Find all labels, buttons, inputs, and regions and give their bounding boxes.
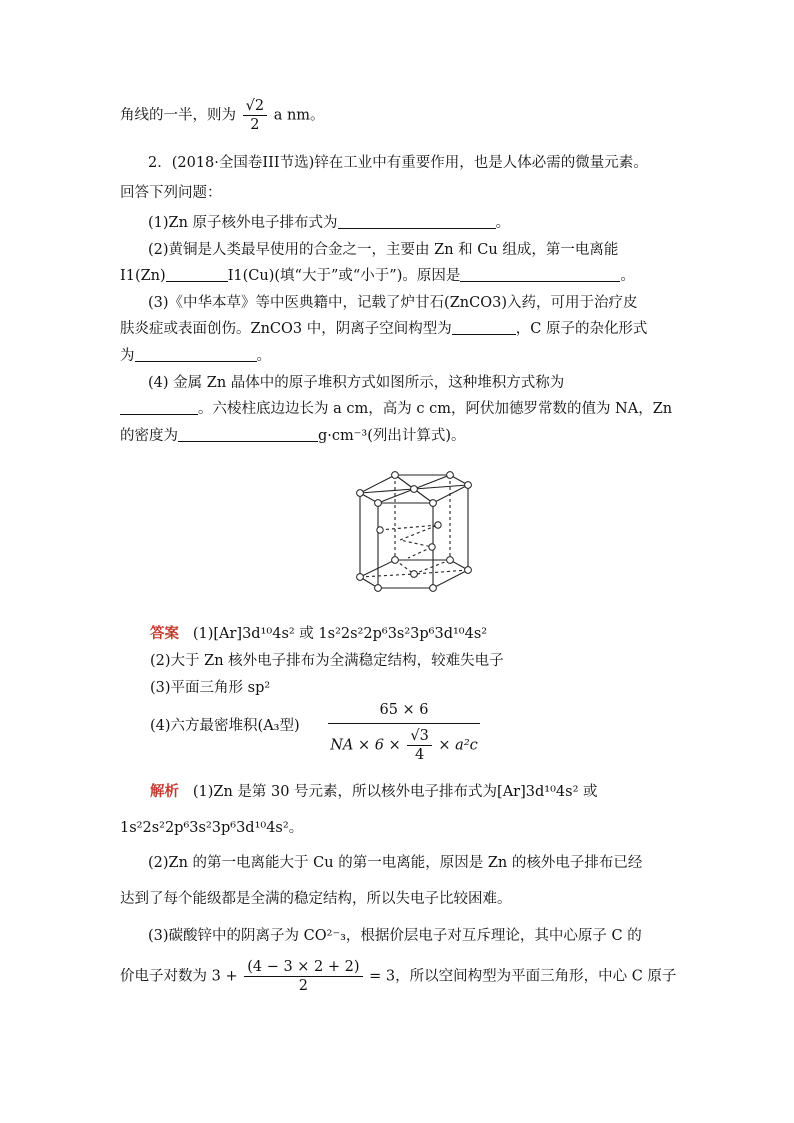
denominator-part-a: NA × 6 × [330, 737, 401, 754]
q3-text-b: ，C 原子的杂化形式 [515, 321, 648, 337]
question-3-line-3 [120, 346, 271, 366]
q3-end: 。 [256, 348, 271, 364]
hexagonal-close-packed-crystal-icon [340, 455, 488, 615]
fraction-denominator: 2 [250, 117, 260, 133]
intro-fraction [243, 97, 267, 134]
analysis-line-6 [120, 958, 676, 995]
answer-4-formula [328, 700, 480, 764]
fraction-numerator: √2 [243, 97, 267, 116]
intro-line [120, 97, 325, 134]
answer-blank [338, 213, 496, 229]
analysis-line-5: (3)碳酸锌中的阴离子为 CO²⁻₃，根据价层电子对互斥理论，其中心原子 C 的 [148, 928, 642, 944]
analysis-fraction [244, 958, 362, 995]
fraction-denominator: 4 [414, 747, 425, 763]
analysis-text-b: = 3，所以空间构型为平面三角形，中心 C 原子 [369, 968, 677, 985]
analysis-line-4: 达到了每个能级都是全满的稳定结构，所以失电子比较困难。 [120, 891, 512, 907]
q1-end: 。 [495, 215, 511, 231]
q4-text-a: 。六棱柱底边边长为 a cm，高为 c cm，阿伏加德罗常数的值为 NA，Zn [198, 401, 673, 417]
answer-blank [135, 346, 257, 362]
formula-numerator: 65 × 6 [328, 700, 480, 724]
question-4-line-1: (4) 金属 Zn 晶体中的原子堆积方式如图所示，这种堆积方式称为 [148, 375, 565, 391]
fraction-denominator: 2 [298, 978, 308, 994]
analysis-line-2: 1s²2s²2p⁶3s²3p⁶3d¹⁰4s²。 [120, 820, 304, 836]
analysis-text: (1)Zn 是第 30 号元素，所以核外电子排布式为[Ar]3d¹⁰4s² 或 [192, 784, 598, 800]
analysis-text-a: 价电子对数为 3 + [120, 968, 238, 985]
question-4-line-3 [120, 426, 466, 446]
question-prompt: 回答下列问题： [120, 185, 222, 201]
answer-blank [178, 426, 318, 442]
analysis-line-3: (2)Zn 的第一电离能大于 Cu 的第一电离能，原因是 Zn 的核外电子排布已经 [148, 855, 643, 871]
q2-text-a: I1(Zn) [120, 268, 166, 284]
intro-text-end: a nm。 [273, 107, 325, 124]
q4-text-b: 的密度为 [120, 428, 178, 444]
analysis-label: 解析 [150, 783, 179, 800]
analysis-line-1 [150, 782, 598, 802]
q3-text-c: 为 [120, 348, 135, 364]
answer-1: (1)[Ar]3d¹⁰4s² 或 1s²2s²2p⁶3s²3p⁶3d¹⁰4s² [192, 626, 488, 642]
question-2-line-1: (2)黄铜是人类最早使用的合金之一，主要由 Zn 和 Cu 组成，第一电离能 [148, 242, 619, 258]
intro-text: 角线的一半，则为 [120, 107, 236, 124]
q4-text-c: g·cm⁻³(列出计算式)。 [318, 428, 466, 444]
question-2-line-2 [120, 266, 635, 286]
q2-text-b: I1(Cu)(填“大于”或“小于”)。原因是 [227, 268, 461, 284]
q3-text-a: 肤炎症或表面创伤。ZnCO3 中，阴离子空间构型为 [120, 321, 452, 337]
question-4-line-2 [120, 399, 672, 419]
denominator-part-b: × a²c [438, 737, 478, 754]
answer-blank [452, 319, 516, 335]
question-header: 2．(2018·全国卷III节选)锌在工业中有重要作用，也是人体必需的微量元素。 [148, 155, 648, 171]
q1-text: (1)Zn 原子核外电子排布式为 [148, 215, 338, 231]
answer-line-4: (4)六方最密堆积(A₃型) [150, 718, 300, 734]
answer-line-1 [150, 624, 487, 644]
q2-end: 。 [620, 268, 635, 284]
fraction-numerator: (4 − 3 × 2 + 2) [244, 958, 362, 977]
answer-label: 答案 [150, 625, 179, 642]
formula-denominator [328, 724, 480, 764]
question-1 [148, 213, 510, 233]
answer-blank [166, 266, 228, 282]
answer-line-2: (2)大于 Zn 核外电子排布为全满稳定结构，较难失电子 [150, 653, 504, 669]
answer-blank [120, 399, 198, 415]
fraction-numerator: √3 [407, 727, 431, 746]
answer-line-3: (3)平面三角形 sp² [150, 680, 271, 696]
question-3-line-2 [120, 319, 647, 339]
question-3-line-1: (3)《中华本草》等中医典籍中，记载了炉甘石(ZnCO3)入药，可用于治疗皮 [148, 295, 638, 311]
answer-blank [460, 266, 620, 282]
denominator-fraction [407, 727, 431, 764]
